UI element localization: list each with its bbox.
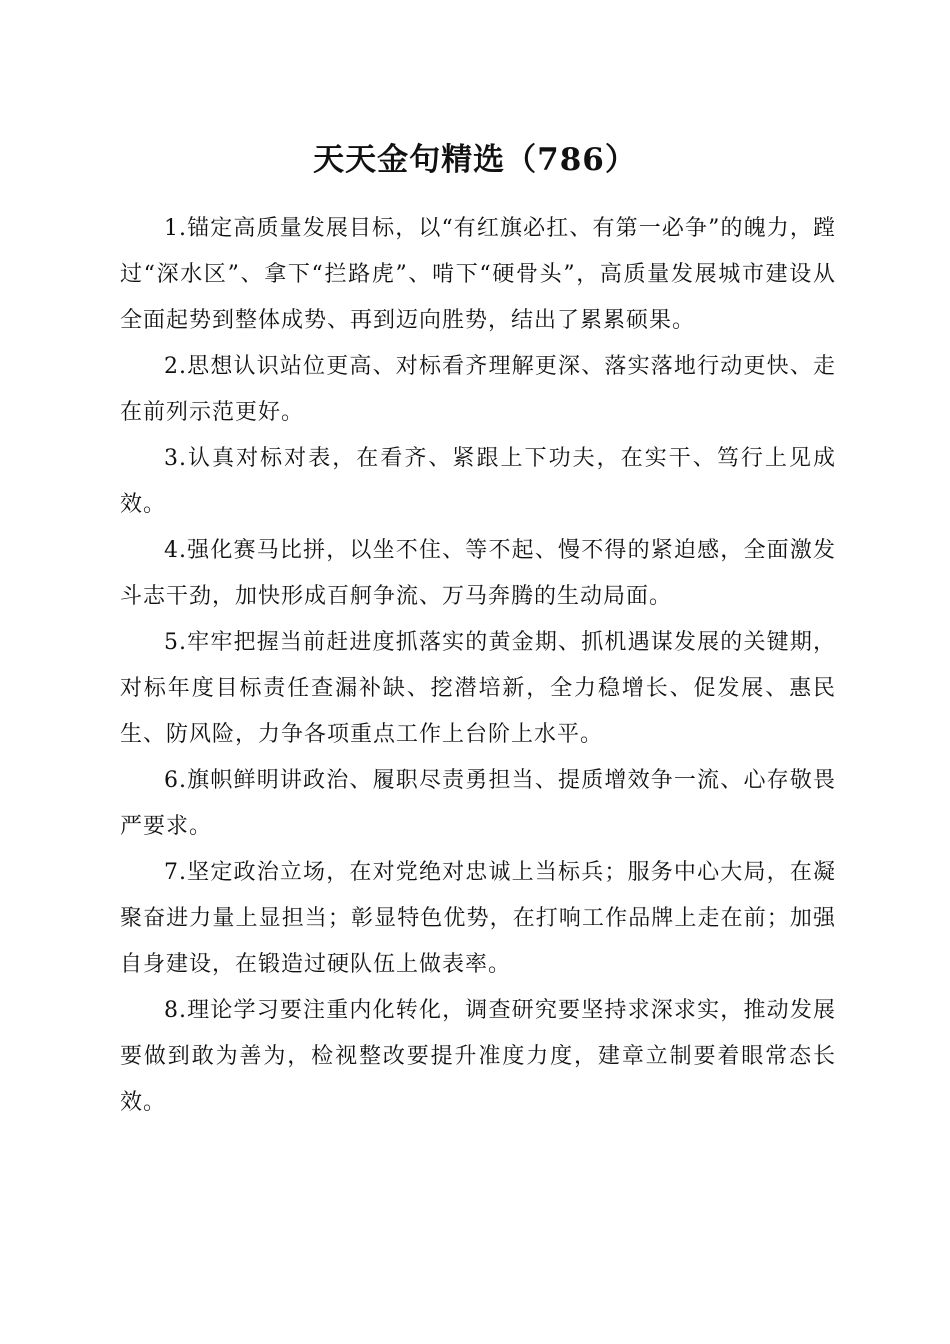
paragraph-1: 1.锚定高质量发展目标，以“有红旗必扛、有第一必争”的魄力，蹚过“深水区”、拿下“拦路虎”、啃下“硬骨头”，高质量发展城市建设从全面起势到整体成势、再到迈向胜势，结出了累累硕果。 — [120, 216, 836, 333]
paragraph-8: 8.理论学习要注重内化转化，调查研究要坚持求深求实，推动发展要做到敢为善为，检视整改要提升准度力度，建章立制要着眼常态长效。 — [120, 998, 836, 1115]
paragraph-7: 7.坚定政治立场，在对党绝对忠诚上当标兵；服务中心大局，在凝聚奋进力量上显担当；彰显特色优势，在打响工作品牌上走在前；加强自身建设，在锻造过硬队伍上做表率。 — [120, 860, 836, 977]
paragraph-5: 5.牢牢把握当前赶进度抓落实的黄金期、抓机遇谋发展的关键期，对标年度目标责任查漏补缺、挖潜培新，全力稳增长、促发展、惠民生、防风险，力争各项重点工作上台阶上水平。 — [120, 630, 836, 747]
page-title: 天天金句精选（786） — [313, 142, 637, 178]
document-body — [120, 206, 836, 1126]
paragraph-4: 4.强化赛马比拼，以坐不住、等不起、慢不得的紧迫感，全面激发斗志干劲，加快形成百舸争流、万马奔腾的生动局面。 — [120, 538, 836, 609]
paragraph-6: 6.旗帜鲜明讲政治、履职尽责勇担当、提质增效争一流、心存敬畏严要求。 — [120, 768, 836, 839]
paragraph-2: 2.思想认识站位更高、对标看齐理解更深、落实落地行动更快、走在前列示范更好。 — [120, 354, 836, 425]
paragraph-3: 3.认真对标对表，在看齐、紧跟上下功夫，在实干、笃行上见成效。 — [120, 446, 836, 517]
